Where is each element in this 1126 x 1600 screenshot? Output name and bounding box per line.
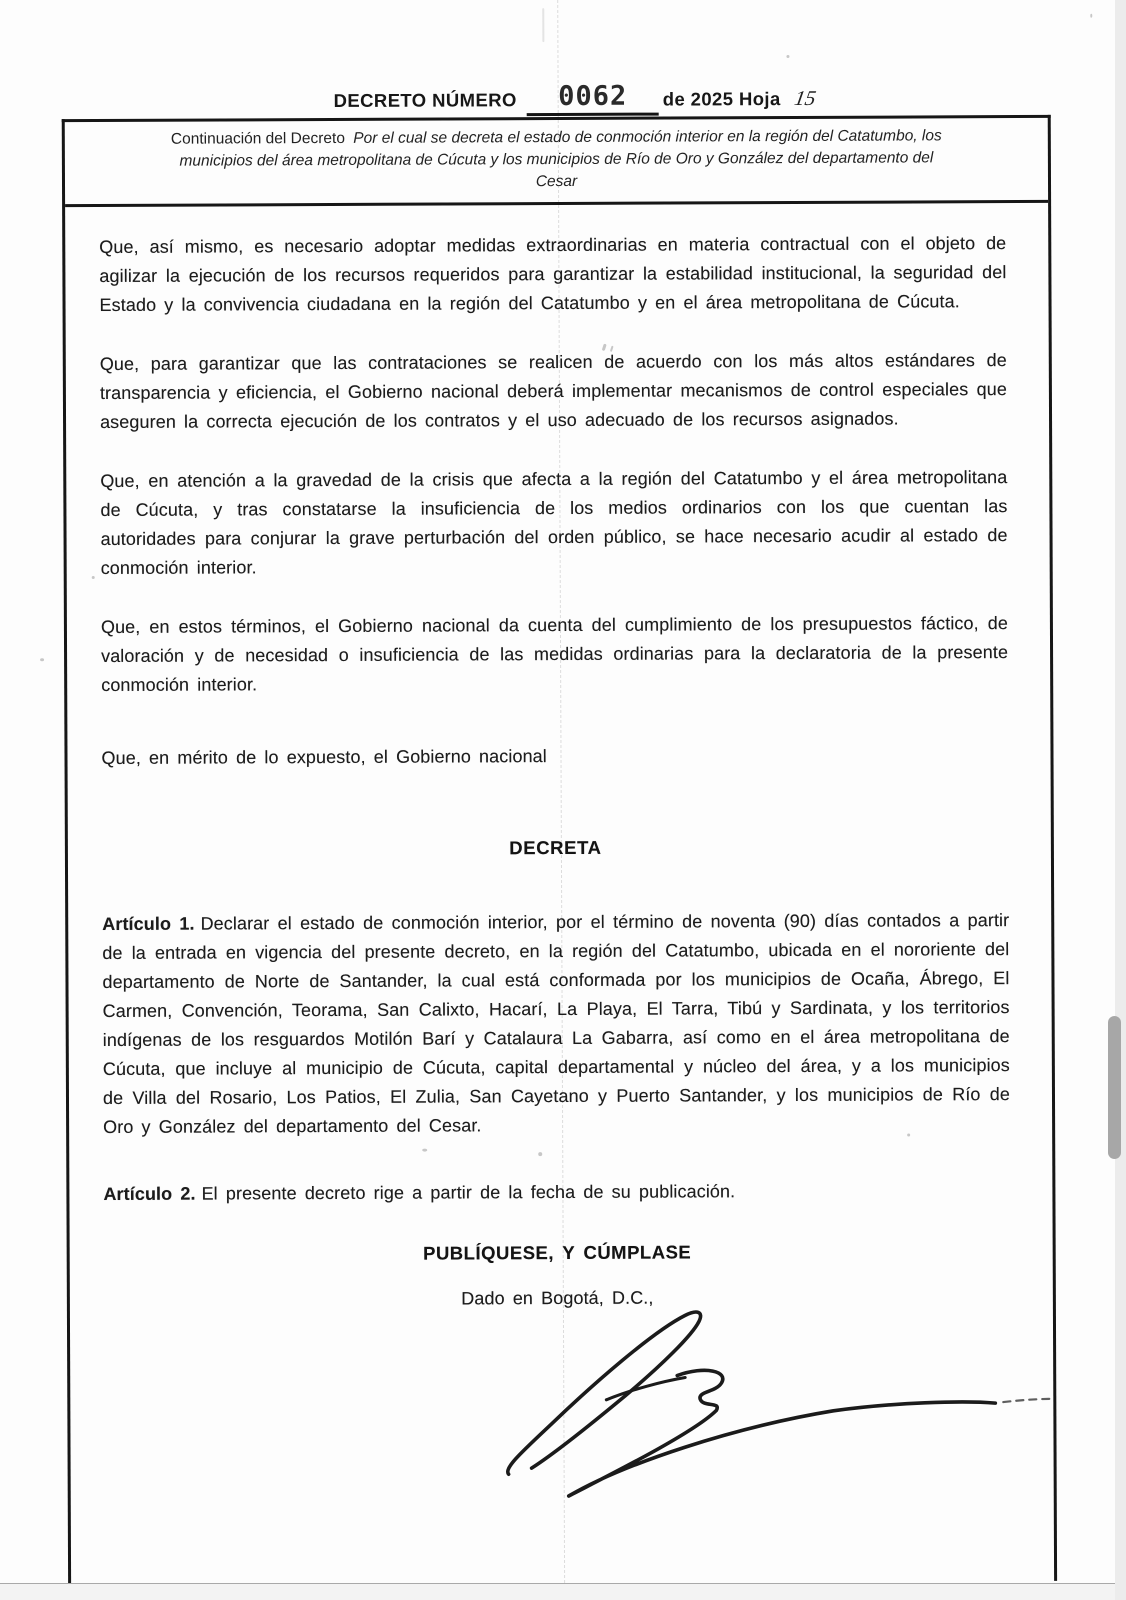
signature-scribble bbox=[473, 1290, 1074, 1503]
decree-header-suffix: de 2025 Hoja bbox=[662, 88, 781, 110]
scan-speckle bbox=[542, 8, 544, 42]
scan-speckle bbox=[1090, 14, 1092, 18]
scan-speckle bbox=[786, 55, 789, 58]
scrollbar-track[interactable] bbox=[1115, 0, 1126, 1600]
decreta-heading: DECRETA bbox=[509, 836, 602, 859]
decree-number-field bbox=[527, 82, 659, 117]
scrollbar-thumb[interactable] bbox=[1108, 1016, 1121, 1159]
page-number-handwritten: 15 bbox=[792, 85, 818, 110]
given-at-line: Dado en Bogotá, D.C., bbox=[461, 1287, 654, 1309]
decree-body bbox=[65, 203, 1053, 1315]
article-1 bbox=[102, 906, 1010, 1142]
continuation-text bbox=[165, 125, 947, 194]
decree-header-label: DECRETO NÚMERO bbox=[333, 89, 517, 111]
decree-number-stamp: 0062 bbox=[558, 80, 628, 113]
recital-paragraph-5: Que, en mérito de lo expuesto, el Gobierno nacional bbox=[101, 746, 547, 769]
recital-paragraph-1: Que, así mismo, es necesario adoptar medidas extraordinarias en materia contractual con el objeto de agilizar la ejecución de los recursos requeridos para garantizar la estabilidad institucional, la seguridad del Estado y la convivencia ciudadana en la región del Catatumbo y en el área metropolitana de Cúcuta. bbox=[99, 233, 1007, 316]
recital-paragraph-4: Que, en estos términos, el Gobierno nacional da cuenta del cumplimiento de los presupuestos fáctico, de valoración y de necesidad o insuficiencia de las medidas ordinarias para la declaratoria de la presente conmoción interior. bbox=[100, 613, 1009, 696]
article-2-text: El presente decreto rige a partir de la fecha de su publicación. bbox=[201, 1181, 736, 1204]
recital-paragraph-3: Que, en atención a la gravedad de la crisis que afecta a la región del Catatumbo y el área metropolitana de Cúcuta, y tras constatarse la insuficiencia de los medios ordinarios con los que cuentan las autoridades para conjurar la grave perturbación del orden público, se hace necesario acudir al estado de conmoción interior. bbox=[100, 467, 1008, 579]
article-2-label: Artículo 2. bbox=[103, 1183, 196, 1205]
recital-paragraph-2: Que, para garantizar que las contrataciones se realicen de acuerdo con los más altos estándares de transparencia y eficiencia, el Gobierno nacional deberá implementar mecanismos de control especiales que aseguren la correcta ejecución de los contratos y el uso adecuado de los recursos asignados. bbox=[99, 350, 1007, 433]
decree-header bbox=[0, 80, 1124, 119]
page-gap-strip bbox=[0, 1583, 1126, 1600]
decree-title-italic: Por el cual se decreta el estado de conmoción interior en la región del Catatumbo, los municipios del área metropolitana de Cúcuta y los municipios de Río de Oro y González del departamento del Cesar bbox=[179, 127, 942, 191]
publiquese-line: PUBLÍQUESE, Y CÚMPLASE bbox=[423, 1241, 692, 1264]
continuation-note bbox=[65, 118, 1048, 207]
scan-speckle bbox=[40, 658, 44, 661]
article-1-text: Declarar el estado de conmoción interior, por el término de noventa (90) días contados a partir de la entrada en vigencia del presente decreto, en la región del Catatumbo, ubicada en el nororiente del departamento de Norte de Santander, la cual está conformada por los municipios de Ocaña, Ábrego, El Carmen, Convención, Teorama, San Calixto, Hacarí, La Playa, El Tarra, Tibú y Sardinata, y los territorios indígenas de los resguardos Motilón Barí y Catalaura La Gabarra, así como en el área metropolitana de Cúcuta, que incluye al municipio de Cúcuta, capital departamental y núcleo del área, y a los municipios de Villa del Rosario, Los Patios, El Zulia, San Cayetano y Puerto Santander, y los municipios de Río de Oro y González del departamento del Cesar. bbox=[102, 910, 1011, 1138]
continuation-prefix: Continuación del Decreto bbox=[170, 129, 345, 148]
article-2 bbox=[103, 1176, 1010, 1209]
article-1-label: Artículo 1. bbox=[102, 913, 195, 935]
